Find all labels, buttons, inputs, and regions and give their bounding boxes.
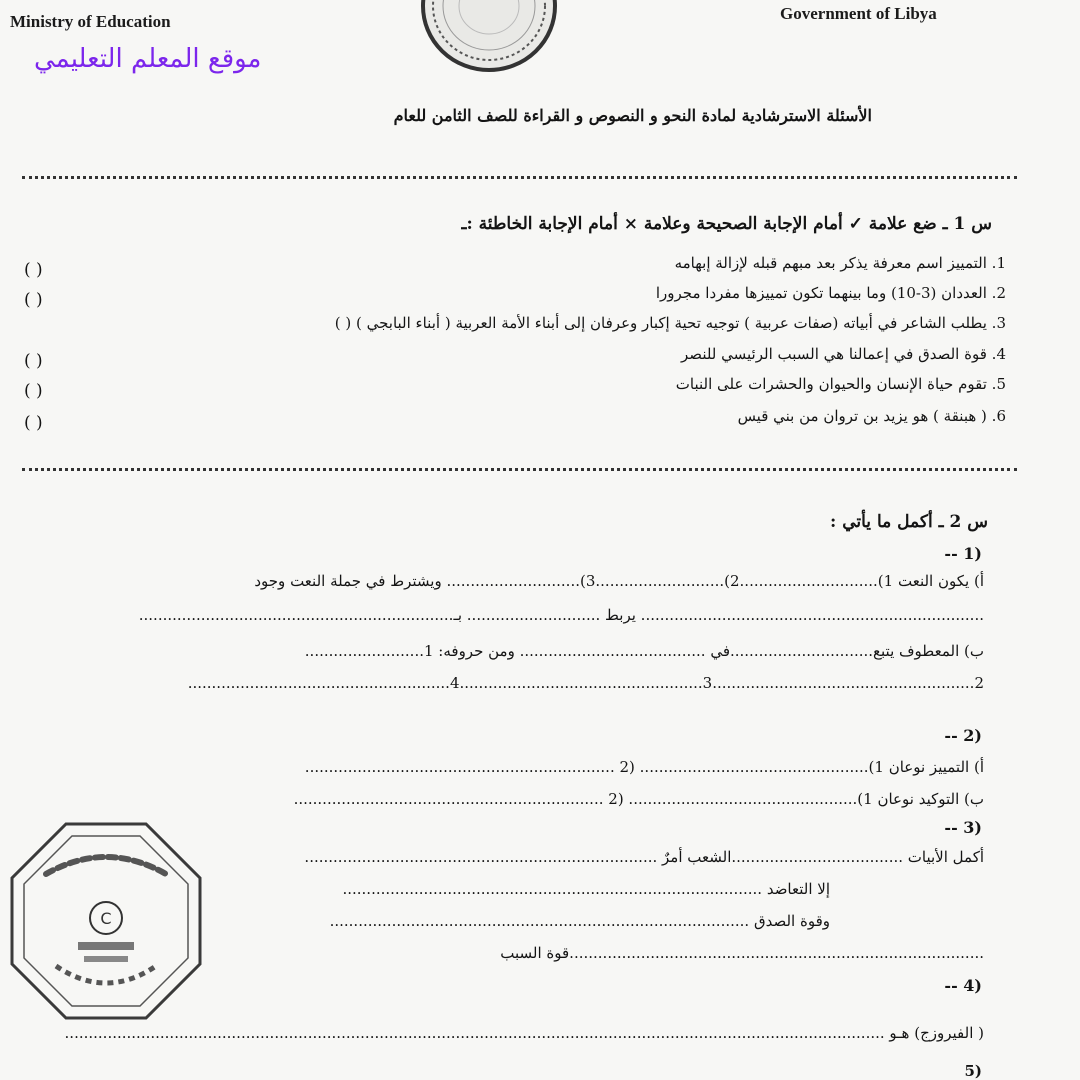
poem-line: .......................................................................................قوة السبب: [500, 944, 984, 962]
answer-box[interactable]: ( ): [24, 290, 43, 310]
ministry-stamp: [6, 816, 206, 1026]
q2-sub1-a-line2: ........................................................................ يربط ............................ بـ..................................................................: [138, 606, 984, 624]
q1-item: 2. العددان (3-10) وما بينهما تكون تمييزها مفردا مجرورا: [655, 284, 1006, 302]
q2-sub5-marker: (5: [964, 1062, 982, 1080]
svg-text:C: C: [100, 909, 112, 928]
q2-heading: س 2 ـ أكمل ما يأتي :: [830, 512, 988, 532]
answer-box[interactable]: ( ): [24, 381, 43, 401]
q2-sub4-line: ( الفيروزج) هـو ............................................................................................................................................................................: [64, 1024, 984, 1042]
poem-line: أكمل الأبيات ....................................الشعب أمرٌ ..........................................................................: [304, 848, 984, 866]
q1-item: 6. ( هبنقة ) هو يزيد بن تروان من بني قيس: [737, 407, 1006, 425]
poem-line: إلا التعاضد ........................................................................................: [342, 880, 830, 898]
q2-sub2-a-line: أ) التمييز نوعان 1)................................................ (2 .................................................................: [304, 758, 984, 776]
q1-item: 5. تقوم حياة الإنسان والحيوان والحشرات على النبات: [675, 375, 1006, 393]
separator-dotted: [22, 468, 1017, 471]
q2-sub3-marker: (3 --: [944, 818, 982, 837]
answer-box[interactable]: ( ): [24, 413, 43, 433]
q2-sub1-a-line1: أ) يكون النعت 1).............................2)...........................3)............................ ويشترط في جملة النعت وجود: [254, 572, 984, 590]
q1-item: 1. التمييز اسم معرفة يذكر بعد مبهم قبله لإزالة إبهامه: [674, 254, 1006, 272]
q2-sub2-marker: (2 --: [944, 726, 982, 745]
q1-heading: س 1 ـ ضع علامة ✓ أمام الإجابة الصحيحة وعلامة × أمام الإجابة الخاطئة :ـ: [461, 214, 992, 234]
answer-box[interactable]: ( ): [24, 260, 43, 280]
q2-sub4-marker: (4 --: [944, 976, 982, 995]
q1-item: 3. يطلب الشاعر في أبياته (صفات عربية ) توجيه تحية إكبار وعرفان إلى أبناء الأمة العربية ( أبناء البابجي ) ( ): [334, 314, 1006, 332]
answer-box[interactable]: ( ): [24, 351, 43, 371]
q1-item: 4. قوة الصدق في إعمالنا هي السبب الرئيسي للنصر: [681, 345, 1006, 363]
watermark-text: موقع المعلم التعليمي: [34, 44, 262, 74]
q2-sub1-b-line1: ب) المعطوف يتبع..............................في ....................................... ومن حروفه: 1.........................: [304, 642, 984, 660]
separator-dotted: [22, 176, 1017, 179]
q2-sub2-b-line: ب) التوكيد نوعان 1)................................................ (2 .................................................................: [293, 790, 984, 808]
government-label: Government of Libya: [780, 4, 937, 23]
q2-sub1-b-line2: 2.......................................................3...................................................4.......................................................: [187, 674, 984, 692]
q2-sub1-marker: (1 --: [944, 544, 982, 563]
poem-line: وقوة الصدق ........................................................................................: [329, 912, 830, 930]
document-title: الأسئلة الاسترشادية لمادة النحو و النصوص و القراءة للصف الثامن للعام: [393, 106, 872, 125]
emblem-seal: [418, 0, 560, 76]
ministry-label: Ministry of Education: [10, 12, 171, 31]
